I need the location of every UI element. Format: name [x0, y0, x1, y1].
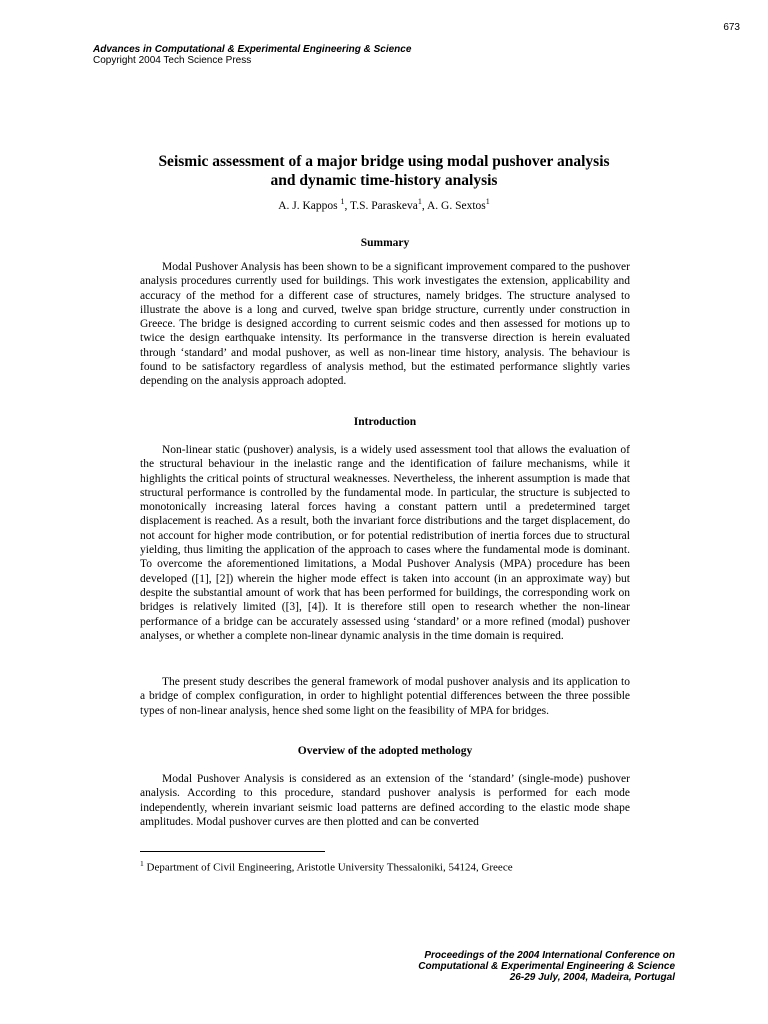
paper-title	[120, 152, 648, 190]
author-2: , T.S. Paraskeva	[344, 199, 418, 212]
paper-title-line-2: and dynamic time-history analysis	[270, 172, 498, 189]
paper-title-line-1: Seismic assessment of a major bridge using modal pushover analysis	[158, 153, 610, 170]
summary-paragraph: Modal Pushover Analysis has been shown to be a significant improvement compared to the pushover analysis procedures currently used for buildings. This work investigates the extension, applicability and accuracy of the method for a different case of structures, namely bridges. The structure analysed to illustrate the above is a long and curved, twelve span bridge structure, currently under construction in Greece. The bridge is designed according to current seismic codes and then assessed for motions up to twice the design earthquake intensity. Its performance in the transverse direction is herein evaluated through ‘standard’ and modal pushover, as well as non-linear time history, analysis. The behaviour is found to be satisfactory regardless of analysis method, but the estimated performance slightly varies depending on the analysis approach adopted.	[140, 261, 630, 388]
proceedings-line-3: 26-29 July, 2004, Madeira, Portugal	[509, 972, 675, 983]
overview-heading: Overview of the adopted methology	[297, 745, 473, 757]
author-3: , A. G. Sextos	[421, 199, 486, 212]
journal-header	[93, 44, 411, 66]
footnote-text: Department of Civil Engineering, Aristotle University Thessaloniki, 54124, Greece	[143, 861, 513, 874]
page-number: 673	[723, 22, 740, 33]
proceedings-line-1: Proceedings of the 2004 International Conference on	[424, 950, 675, 961]
journal-copyright: Copyright 2004 Tech Science Press	[93, 55, 252, 66]
summary-heading: Summary	[360, 237, 410, 249]
author-1-affiliation: 1	[340, 197, 345, 206]
introduction-heading: Introduction	[353, 416, 417, 428]
author-3-affiliation: 1	[485, 197, 490, 206]
overview-paragraph-1: Modal Pushover Analysis is considered as an extension of the ‘standard’ (single-mode) pushover analysis. According to this procedure, standard pushover analysis is performed for each mode independently, wherein invariant seismic load patterns are defined according to the elastic mode shape amplitudes. Modal pushover curves are then plotted and can be converted	[140, 773, 630, 828]
footnote	[140, 857, 640, 875]
proceedings-footer	[330, 950, 675, 983]
author-2-affiliation: 1	[417, 197, 422, 206]
proceedings-line-2: Computational & Experimental Engineering & Science	[418, 961, 675, 972]
introduction-paragraph-2: The present study describes the general framework of modal pushover analysis and its application to a bridge of complex configuration, in order to highlight potential differences between the three possible types of non-linear analysis, hence shed some light on the feasibility of MPA for bridges.	[140, 676, 630, 717]
footnote-marker: 1	[140, 859, 144, 868]
footnote-divider	[140, 851, 325, 852]
author-1: A. J. Kappos	[278, 199, 341, 212]
introduction-paragraph-1: Non-linear static (pushover) analysis, is a widely used assessment tool that allows the evaluation of the structural behaviour in the inelastic range and the identification of failure mechanisms, while it highlights the critical points of structural weaknesses. Nevertheless, the inherent assumption is made that structural performance is controlled by the fundamental mode. In particular, the structure is subjected to monotonically increasing lateral forces having a constant pattern until a predetermined target displacement is reached. As a result, both the invariant force distributions and the target displacement, do not account for higher mode contribution, or for potential redistribution of inertia forces due to structural yielding, thus limiting the application of the approach to cases where the fundamental mode is dominant. To overcome the aforementioned limitations, a Modal Pushover Analysis (MPA) procedure has been developed ([1], [2]) wherein the higher mode effect is taken into account (in an approximate way) but despite the substantial amount of work that has been performed for buildings, the corresponding work on bridges is relatively limited ([3], [4]). It is therefore still open to research whether the non-linear performance of a bridge can be accurately assessed using ‘standard’ or a more refined (modal) pushover analyses, or whether a complete non-linear dynamic analysis in the time domain is required.	[140, 444, 630, 642]
author-list	[120, 195, 648, 213]
journal-name: Advances in Computational & Experimental Engineering & Science	[93, 44, 412, 55]
